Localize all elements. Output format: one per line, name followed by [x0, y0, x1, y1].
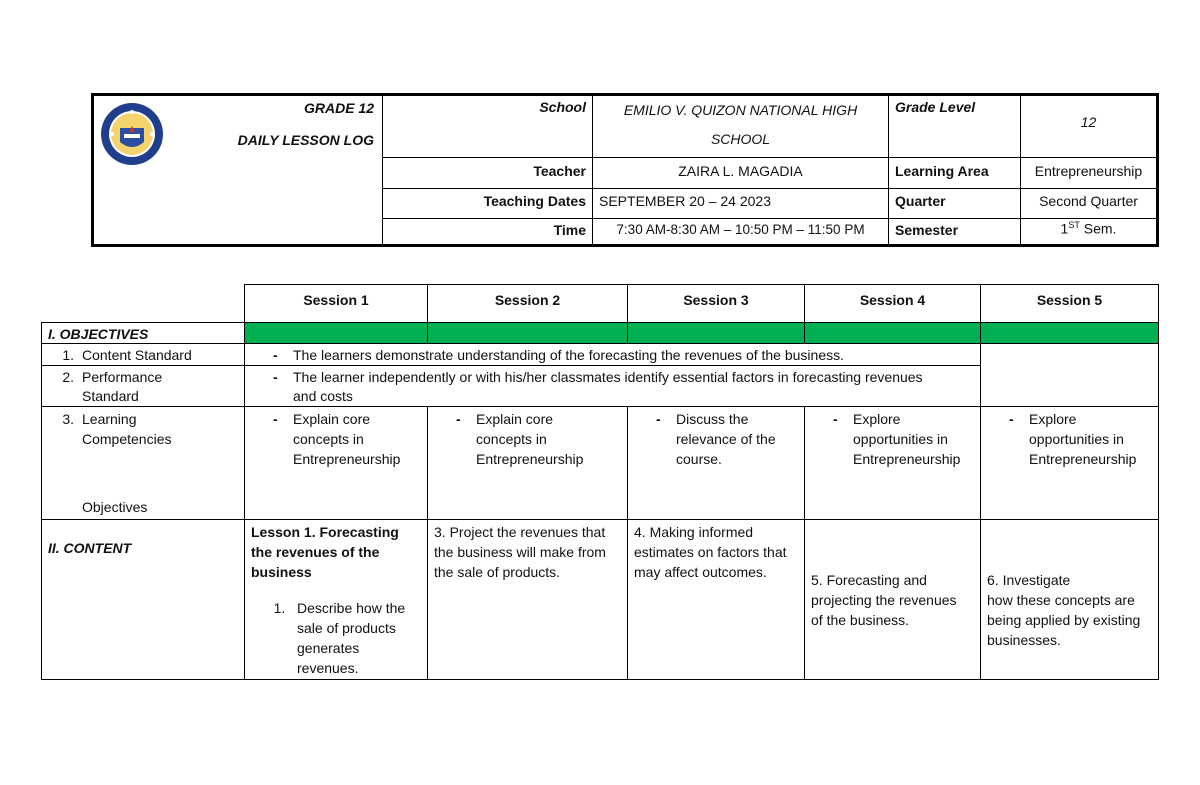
competencies-label1: Learning — [82, 411, 137, 427]
green-bar-5 — [980, 322, 1159, 344]
quarter-value: Second Quarter — [1021, 189, 1156, 219]
content-session-2: 3. Project the revenues that the business will make from the sale of products. — [427, 519, 628, 680]
green-bar-1 — [244, 322, 428, 344]
performance-standard-text-cell: - The learner independently or with his/her classmates identify essential factors in forecasting revenues and costs — [244, 365, 981, 407]
deped-seal-icon — [100, 102, 164, 166]
content-heading: II. CONTENT — [41, 519, 245, 680]
objectives-label: Objectives — [82, 499, 148, 515]
performance-standard-label-cell: 2. Performance Standard — [41, 365, 245, 407]
objectives-heading: I. OBJECTIVES — [41, 322, 245, 344]
school-label: School — [383, 96, 593, 158]
competency-session-1: - Explain core concepts in Entrepreneurship — [244, 406, 428, 520]
header-table — [91, 93, 1159, 247]
session-4-header: Session 4 — [804, 284, 981, 323]
title-cell — [94, 96, 383, 244]
session-2-header: Session 2 — [427, 284, 628, 323]
content-standard-text-cell: - The learners demonstrate understanding of the forecasting the revenues of the business. — [244, 343, 981, 366]
grade-level-value: 12 — [1021, 96, 1156, 158]
competencies-label-cell: 3. Learning Competencies Objectives — [41, 406, 245, 520]
session-1-header: Session 1 — [244, 284, 428, 323]
time-label: Time — [383, 219, 593, 244]
performance-standard-text1: The learner independently or with his/her classmates identify essential factors in forecasting revenues — [293, 369, 923, 385]
semester-suffix: Sem. — [1079, 220, 1117, 237]
log-title: DAILY LESSON LOG — [237, 132, 374, 148]
green-bar-3 — [627, 322, 805, 344]
teacher-value: ZAIRA L. MAGADIA — [593, 158, 889, 189]
session-5-header: Session 5 — [980, 284, 1159, 323]
competency-session-2: - Explain core concepts in Entrepreneurship — [427, 406, 628, 520]
semester-label: Semester — [889, 219, 1021, 244]
teacher-label: Teacher — [383, 158, 593, 189]
semester-sup: ST — [1068, 220, 1080, 230]
competency-session-5: - Explore opportunities in Entrepreneurship — [980, 406, 1159, 520]
performance-standard-label1: Performance — [82, 369, 163, 385]
school-value-line2: SCHOOL — [710, 131, 771, 147]
semester-value — [1021, 219, 1156, 244]
green-bar-2 — [427, 322, 628, 344]
school-value-line1: EMILIO V. QUIZON NATIONAL HIGH — [623, 102, 858, 118]
learning-area-value: Entrepreneurship — [1021, 158, 1156, 189]
competencies-label2: Competencies — [82, 431, 172, 447]
time-value: 7:30 AM-8:30 AM – 10:50 PM – 11:50 PM — [593, 219, 889, 244]
semester-num: 1 — [1060, 220, 1069, 237]
content-session-3: 4. Making informed estimates on factors that may affect outcomes. — [627, 519, 805, 680]
school-value — [593, 96, 889, 158]
content-session-4: 5. Forecasting and projecting the revenues of the business. — [804, 519, 981, 680]
grade-level-label: Grade Level — [889, 96, 1021, 158]
competency-session-4: - Explore opportunities in Entrepreneurship — [804, 406, 981, 520]
session-3-header: Session 3 — [627, 284, 805, 323]
standards-session-5-empty — [980, 343, 1159, 407]
competency-session-3: - Discuss the relevance of the course. — [627, 406, 805, 520]
performance-standard-text2: and costs — [293, 388, 353, 404]
learning-area-label: Learning Area — [889, 158, 1021, 189]
content-s1-item-num: 1. — [273, 600, 286, 616]
teaching-dates-label: Teaching Dates — [383, 189, 593, 219]
performance-standard-label2: Standard — [82, 388, 139, 404]
content-session-5: 6. Investigate how these concepts are being applied by existing businesses. — [980, 519, 1159, 680]
green-bar-4 — [804, 322, 981, 344]
grade-title: GRADE 12 — [303, 100, 374, 116]
lesson-table — [41, 284, 1159, 680]
content-standard-label: Content Standard — [82, 347, 192, 363]
content-standard-text: The learners demonstrate understanding of the forecasting the revenues of the business. — [293, 347, 845, 363]
teaching-dates-value: SEPTEMBER 20 – 24 2023 — [593, 189, 889, 219]
content-standard-label-cell: 1. Content Standard — [41, 343, 245, 366]
content-session-1: Lesson 1. Forecasting the revenues of the business 1. Describe how the sale of products generates revenues. — [244, 519, 428, 680]
quarter-label: Quarter — [889, 189, 1021, 219]
